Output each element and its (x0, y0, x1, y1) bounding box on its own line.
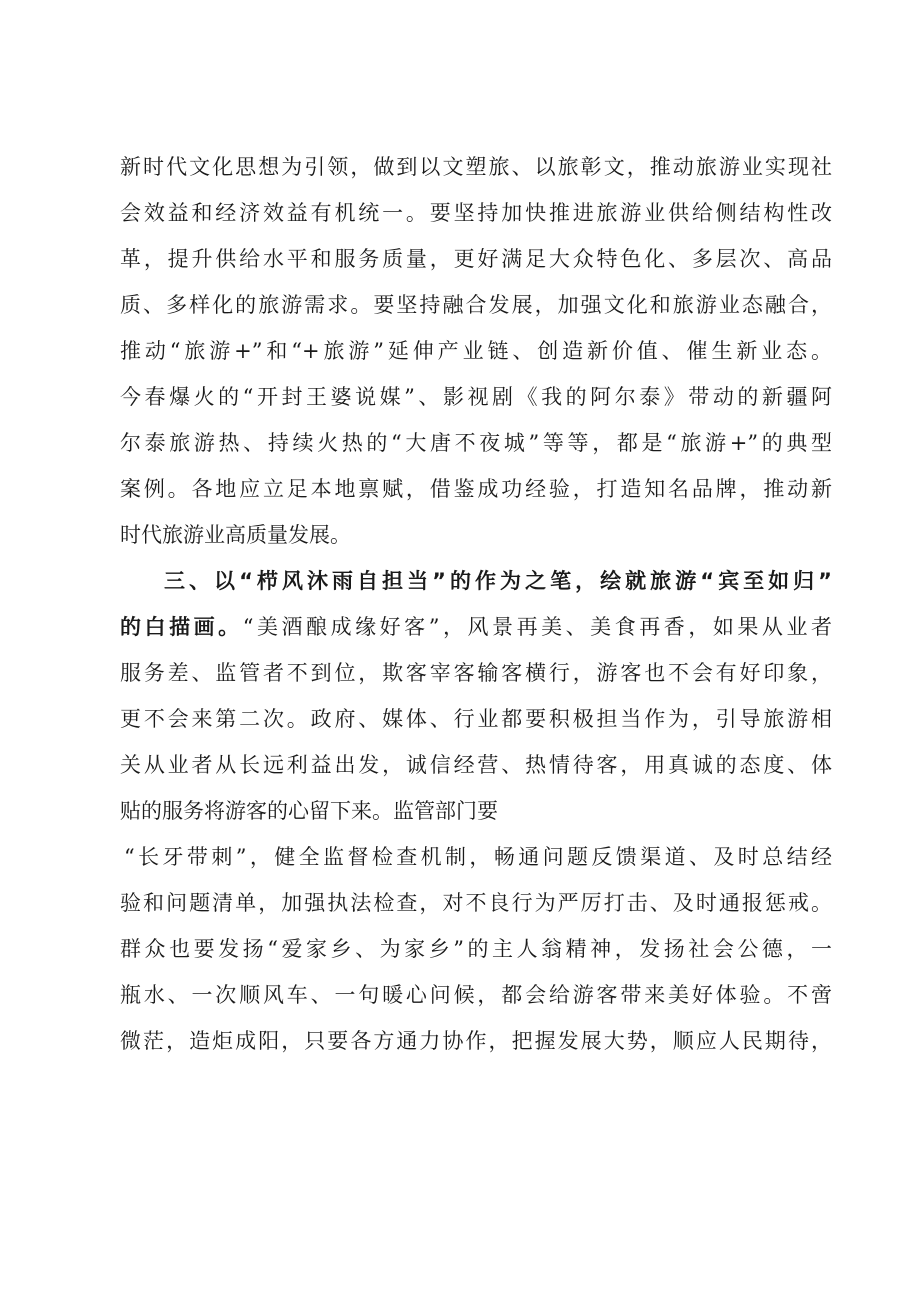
text-line: 尔泰旅游热、持续火热的“大唐不夜城”等等，都是“旅游+”的典型 (120, 431, 832, 455)
text-line: 会效益和经济效益有机统一。要坚持加快推进旅游业供给侧结构性改 (120, 201, 832, 225)
text-line: 微茫，造炬成阳，只要各方通力协作，把握发展大势，顺应人民期待， (120, 1029, 832, 1053)
text-line: 案例。各地应立足本地禀赋，借鉴成功经验，打造知名品牌，推动新 (120, 477, 832, 501)
body-text (120, 144, 832, 1064)
text-line: 质、多样化的旅游需求。要坚持融合发展，加强文化和旅游业态融合， (120, 293, 832, 317)
text-line: 瓶水、一次顺风车、一句暖心问候，都会给游客带来美好体验。不啻 (120, 983, 832, 1007)
section-heading-continuation (120, 604, 832, 650)
text-line: 贴的服务将游客的心留下来。监管部门要 (120, 799, 498, 823)
text-line: 服务差、监管者不到位，欺客宰客输客横行，游客也不会有好印象， (120, 661, 832, 685)
text-line: 新时代文化思想为引领，做到以文塑旅、以旅彰文，推动旅游业实现社 (120, 155, 832, 179)
section-lead-text: “美酒酿成缘好客”，风景再美、美食再香，如果从业者 (242, 615, 832, 639)
text-line: 群众也要发扬“爱家乡、为家乡”的主人翁精神，发扬社会公德，一 (120, 937, 832, 961)
text-line: 关从业者从长远利益出发，诚信经营、热情待客，用真诚的态度、体 (120, 753, 832, 777)
text-line: 时代旅游业高质量发展。 (120, 523, 351, 547)
section-heading: 三、以“栉风沐雨自担当”的作为之笔，绘就旅游“宾至如归” (164, 569, 832, 593)
text-line: 更不会来第二次。政府、媒体、行业都要积极担当作为，引导旅游相 (120, 707, 832, 731)
text-line: 验和问题清单，加强执法检查，对不良行为严厉打击、及时通报惩戒。 (120, 891, 832, 915)
text-line: 推动“旅游+”和“+旅游”延伸产业链、创造新价值、催生新业态。 (120, 339, 832, 363)
text-line: 今春爆火的“开封王婆说媒”、影视剧《我的阿尔泰》带动的新疆阿 (120, 385, 832, 409)
section-heading-end: 的白描画。 (120, 615, 243, 639)
text-line: 革，提升供给水平和服务质量，更好满足大众特色化、多层次、高品 (120, 247, 832, 271)
text-line: “长牙带刺”，健全监督检查机制，畅通问题反馈渠道、及时总结经 (124, 845, 832, 869)
